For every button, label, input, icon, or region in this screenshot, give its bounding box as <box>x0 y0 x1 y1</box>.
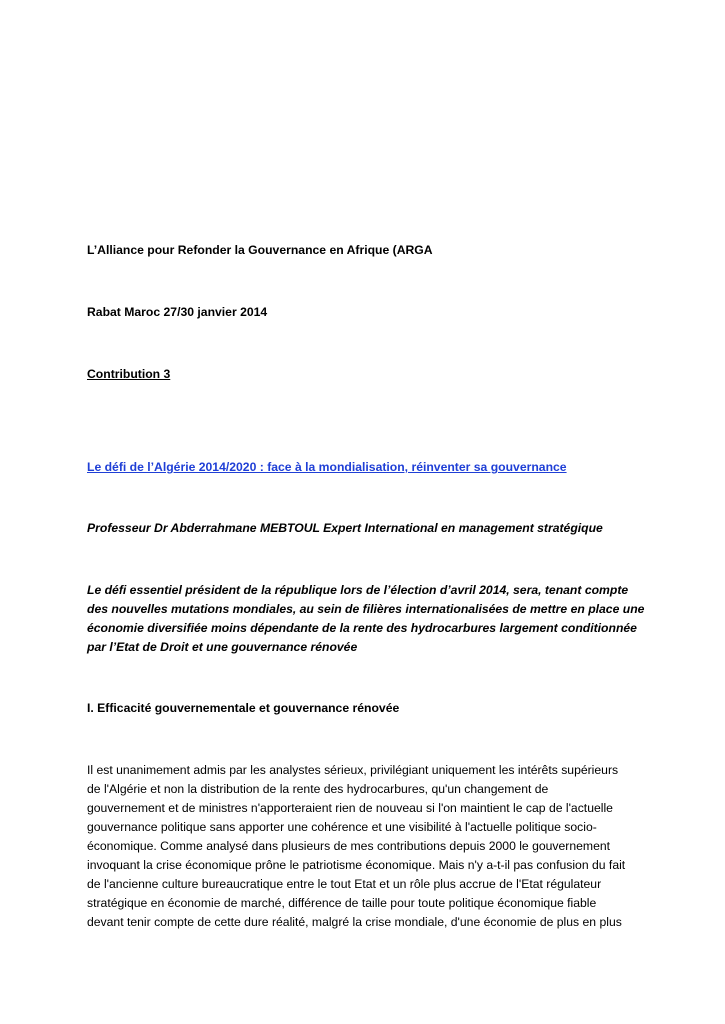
contribution-label: Contribution 3 <box>87 367 171 381</box>
abstract-line: des nouvelles mutations mondiales, au sein de filières internationalisées de mettre en place une <box>87 602 645 616</box>
body-line: de l'ancienne culture bureaucratique entre le tout Etat et un rôle plus accrue de l'Etat régulateur <box>87 877 602 891</box>
body-line: gouvernance politique sans apporter une cohérence et une visibilité à l'actuelle politique socio- <box>87 820 597 834</box>
body-line: invoquant la crise économique prône le patriotisme économique. Mais n'y a-t-il pas confusion du fait <box>87 858 626 872</box>
author-line: Professeur Dr Abderrahmane MEBTOUL Expert International en management stratégique <box>87 521 603 535</box>
body-line: Il est unanimement admis par les analystes sérieux, privilégiant uniquement les intérêts supérieurs <box>87 763 619 777</box>
organization-line: L’Alliance pour Refonder la Gouvernance en Afrique (ARGA <box>87 243 433 257</box>
body-line: gouvernement et de ministres n'apporteraient rien de nouveau si l'on maintient le cap de l'actuelle <box>87 801 613 815</box>
body-line: stratégique en économie de marché, différence de taille pour toute politique économique fiable <box>87 896 597 910</box>
place-date-line: Rabat Maroc 27/30 janvier 2014 <box>87 305 268 319</box>
abstract-line: par l’Etat de Droit et une gouvernance rénovée <box>87 640 358 654</box>
body-line: devant tenir compte de cette dure réalité, malgré la crise mondiale, d'une économie de plus en plus <box>87 915 622 929</box>
abstract-line: économie diversifiée moins dépendante de la rente des hydrocarbures largement conditionnée <box>87 621 637 635</box>
body-line: économique. Comme analysé dans plusieurs de mes contributions depuis 2000 le gouvernement <box>87 839 611 853</box>
abstract-line: Le défi essentiel président de la république lors de l’élection d’avril 2014, sera, tenant compte <box>87 583 629 597</box>
title-link[interactable]: Le défi de l’Algérie 2014/2020 : face à la mondialisation, réinventer sa gouvernance <box>87 460 567 474</box>
section-heading: I. Efficacité gouvernementale et gouvernance rénovée <box>87 701 400 715</box>
body-line: de l'Algérie et non la distribution de la rente des hydrocarbures, qu'un changement de <box>87 782 549 796</box>
